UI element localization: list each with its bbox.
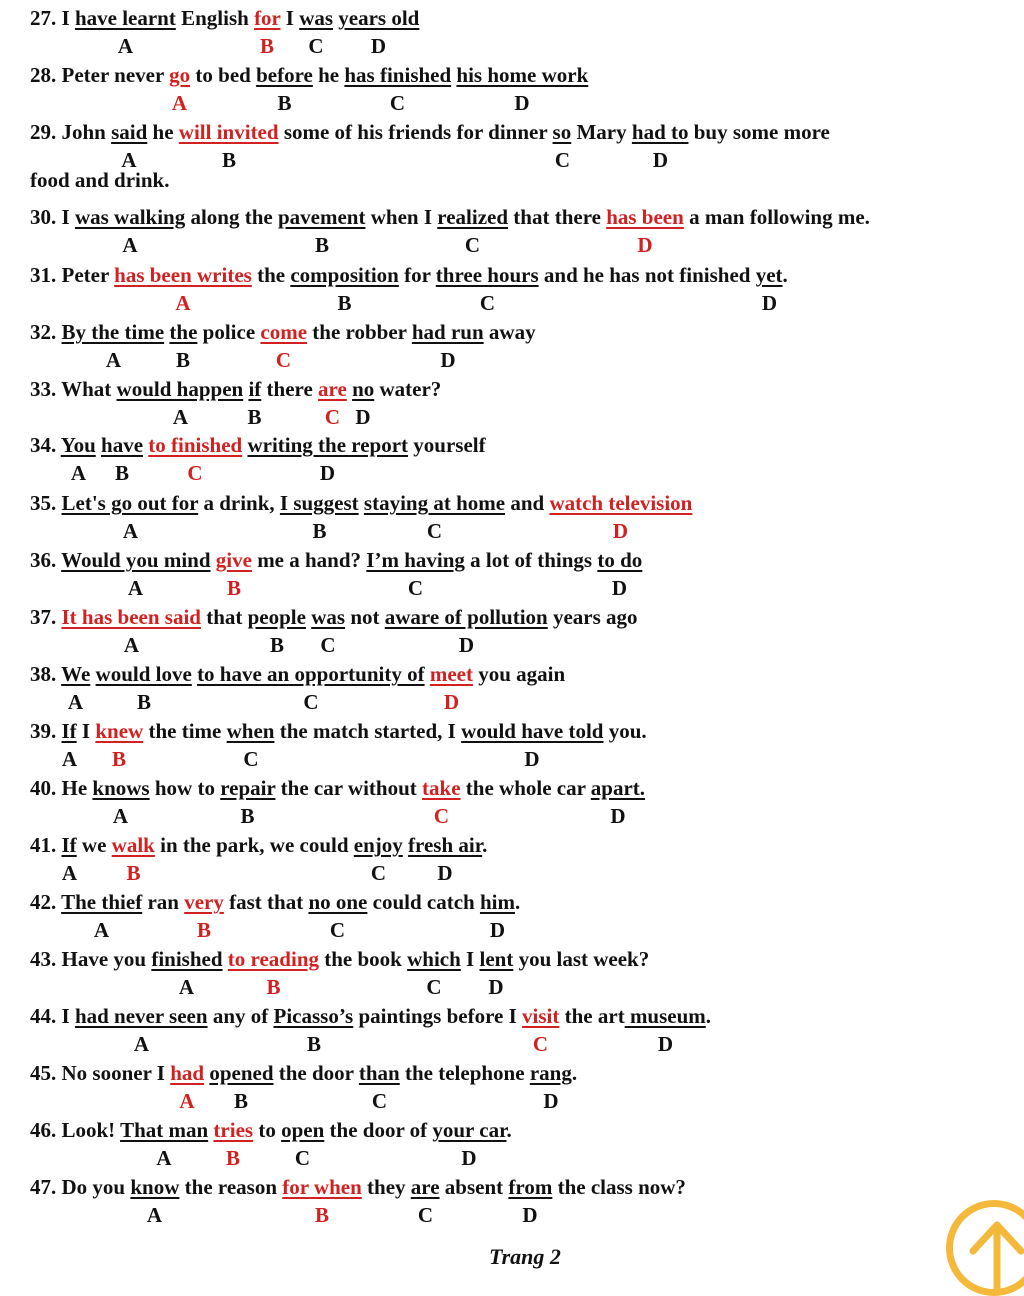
sentence-text: ran [142,890,185,914]
question-sentence [30,662,565,686]
option-label-c: C [308,34,324,58]
sentence-text: the match started, I [274,719,462,743]
option-label-d: D [489,918,506,942]
option-label-d: D [657,1032,674,1056]
option-label-a: A [179,1089,195,1113]
underlined-option: knew [95,719,144,743]
sentence-text: 39. [30,719,62,743]
underlined-option: rang [529,1061,572,1085]
sentence-text: fast that [223,890,309,914]
underlined-option: You [60,433,96,457]
sentence-text: some of his friends for dinner [278,120,553,144]
underlined-option: will invited [178,120,279,144]
sentence-text: the door of [324,1118,433,1142]
underlined-option: are [318,377,347,401]
underlined-option: writing the report [247,433,409,457]
sentence-text: 27. I [30,6,75,30]
underlined-option: Would you mind [61,548,211,572]
underlined-option: take [422,776,461,800]
option-label-d: D [437,861,453,885]
option-label-a: A [122,519,139,543]
option-label-d: D [652,148,669,172]
sentence-text: 43. Have you [30,947,152,971]
option-label-a: A [93,918,110,942]
question-sentence [30,433,486,457]
sentence-text: English [175,6,255,30]
sentence-text: that there [508,205,607,229]
option-label-a: A [156,1146,172,1170]
option-label-a: A [146,1203,163,1227]
underlined-option: had to [631,120,689,144]
underlined-option: to have an opportunity of [197,662,425,686]
sentence-text: 36. [30,548,62,572]
sentence-text: we [76,833,112,857]
sentence-text: 46. Look! [30,1118,121,1142]
option-label-d: D [612,519,629,543]
underlined-option: The thief [61,890,143,914]
underlined-option: no [352,377,375,401]
underlined-option: before [256,63,313,87]
underlined-option: would happen [116,377,244,401]
underlined-option: was [311,605,346,629]
underlined-option: when [226,719,275,743]
underlined-option: apart. [590,776,646,800]
option-label-b: B [240,804,255,828]
option-label-c: C [187,461,203,485]
underlined-option: Picasso’s [273,1004,354,1028]
underlined-option: knows [92,776,150,800]
option-label-c: C [275,348,292,372]
sentence-text: absent [439,1175,509,1199]
sentence-text: . [506,1118,512,1142]
underlined-option: I’m having [366,548,465,572]
option-label-c: C [532,1032,549,1056]
option-label-d: D [543,1089,559,1113]
sentence-text: you last week? [513,947,650,971]
underlined-option: are [410,1175,440,1199]
option-label-a: A [117,34,134,58]
question-sentence [30,120,830,144]
underlined-option: Let's go out for [61,491,199,515]
option-label-a: A [178,975,195,999]
option-label-b: B [196,918,212,942]
underlined-option: had never seen [74,1004,208,1028]
option-label-b: B [266,975,281,999]
underlined-option: pavement [277,205,366,229]
sentence-text: 28. Peter never [30,63,170,87]
underlined-option: realized [437,205,509,229]
option-label-d: D [611,576,628,600]
option-label-b: B [221,148,237,172]
option-label-c: C [407,576,424,600]
option-label-c: C [324,405,341,429]
sentence-text: you. [603,719,647,743]
underlined-option: would have told [461,719,604,743]
sentence-text: I [460,947,480,971]
sentence-text: not [345,605,385,629]
sentence-text: how to [149,776,221,800]
option-label-b: B [226,576,242,600]
underlined-option: was [299,6,334,30]
sentence-text: 34. [30,433,61,457]
option-label-b: B [114,461,130,485]
sentence-text: 31. Peter [30,263,115,287]
sentence-text: the art [559,1004,625,1028]
sentence-text: in the park, we could [154,833,354,857]
underlined-option: have learnt [74,6,176,30]
underlined-option: enjoy [353,833,403,857]
underlined-option: so [552,120,572,144]
sentence-text: any of [207,1004,274,1028]
option-label-b: B [175,348,191,372]
underlined-option: visit [522,1004,560,1028]
option-label-c: C [243,747,259,771]
option-label-d: D [319,461,336,485]
option-label-a: A [172,405,189,429]
sentence-text: and [505,491,550,515]
question-sentence [30,605,638,629]
underlined-option: which [407,947,461,971]
option-label-b: B [126,861,141,885]
question-sentence [30,205,870,229]
sentence-text: . [482,833,488,857]
underlined-option: had run [411,320,484,344]
option-label-c: C [389,91,406,115]
sentence-text: 33. What [30,377,117,401]
option-label-a: A [121,148,137,172]
option-label-b: B [337,291,352,315]
sentence-text: police [197,320,261,344]
sentence-text: . [571,1061,578,1085]
option-label-d: D [488,975,504,999]
underlined-option: to do [597,548,643,572]
sentence-text: 41. [30,833,62,857]
question-sentence [30,548,642,572]
option-label-b: B [111,747,127,771]
option-label-d: D [440,348,456,372]
option-label-d: D [458,633,475,657]
option-label-b: B [225,1146,241,1170]
underlined-option: no one [308,890,368,914]
underlined-option: watch television [549,491,693,515]
option-label-b: B [259,34,275,58]
option-label-a: A [171,91,188,115]
option-label-b: B [314,233,330,257]
underlined-option: That man [120,1118,209,1142]
underlined-option: from [508,1175,553,1199]
sentence-text: there [261,377,319,401]
sentence-text: . [514,890,521,914]
sentence-text: buy some more [688,120,830,144]
sentence-text: the telephone [399,1061,530,1085]
sentence-text: to bed [190,63,257,87]
underlined-option: tries [213,1118,254,1142]
option-label-c: C [464,233,481,257]
option-label-b: B [314,1203,330,1227]
option-label-c: C [320,633,336,657]
sentence-text: for [398,263,436,287]
option-label-d: D [637,233,653,257]
option-label-c: C [426,975,442,999]
underlined-option: for when [282,1175,362,1199]
underlined-option: give [215,548,252,572]
option-label-d: D [443,690,460,714]
sentence-text: I [280,6,300,30]
question-sentence [30,1061,577,1085]
underlined-option: come [260,320,308,344]
sentence-text: 40. He [30,776,93,800]
option-label-a: A [112,804,129,828]
underlined-option: aware of pollution [384,605,548,629]
sentence-text: a man following me. [683,205,870,229]
underlined-option: know [130,1175,180,1199]
sentence-text: you again [472,662,566,686]
question-sentence [30,947,649,971]
question-sentence [30,833,487,857]
underlined-option: to reading [227,947,319,971]
sentence-text: the time [143,719,227,743]
underlined-option: has finished [344,63,452,87]
underlined-option: walk [111,833,155,857]
option-label-a: A [133,1032,150,1056]
option-label-c: C [433,804,450,828]
underlined-option: people [247,605,306,629]
sentence-text: when I [365,205,438,229]
option-label-c: C [370,861,387,885]
sentence-text: 37. [30,605,62,629]
question-sentence [30,6,419,30]
underlined-option: staying at home [363,491,506,515]
underlined-option: very [184,890,224,914]
underlined-option: If [61,833,77,857]
sentence-text: paintings before I [353,1004,523,1028]
question-sentence [30,491,692,515]
sentence-text: to [253,1118,282,1142]
question-sentence [30,890,520,914]
underlined-option: than [358,1061,400,1085]
underlined-option: We [61,662,91,686]
underlined-option: lent [479,947,514,971]
option-label-c: C [303,690,319,714]
sentence-text: could catch [367,890,480,914]
question-sentence [30,1118,512,1142]
underlined-option: finished [151,947,223,971]
option-label-a: A [127,576,144,600]
underlined-option: your car [432,1118,507,1142]
sentence-text: away [483,320,536,344]
underlined-option: his home work [456,63,589,87]
option-label-c: C [417,1203,434,1227]
option-label-a: A [175,291,191,315]
sentence-text: Mary [571,120,632,144]
sentence-text: 32. [30,320,62,344]
sentence-text: a drink, [198,491,280,515]
sentence-text: the whole car [460,776,591,800]
option-label-c: C [329,918,346,942]
underlined-option: opened [209,1061,274,1085]
option-label-b: B [136,690,152,714]
sentence-text: me a hand? [251,548,367,572]
underlined-option: had [170,1061,205,1085]
sentence-text: water? [374,377,442,401]
sentence-text: the book [319,947,408,971]
sentence-text: 42. [30,890,62,914]
sentence-text: yourself [408,433,486,457]
underlined-option: have [101,433,144,457]
underlined-option: said [111,120,148,144]
sentence-text: he [147,120,179,144]
option-label-a: A [105,348,122,372]
underlined-option: years old [338,6,420,30]
sentence-text: a lot of things [464,548,598,572]
sentence-text: 29. John [30,120,112,144]
question-sentence [30,263,788,287]
underlined-option: open [281,1118,325,1142]
sentence-continuation: food and drink. [30,168,170,192]
option-label-d: D [461,1146,477,1170]
option-label-c: C [554,148,571,172]
underlined-option: was walking [74,205,186,229]
option-label-a: A [122,233,138,257]
sentence-text: 47. Do you [30,1175,131,1199]
underlined-option: By the time [61,320,165,344]
underlined-option: has been writes [114,263,252,287]
underlined-option: go [169,63,191,87]
underlined-option: repair [220,776,276,800]
sentence-text: . [705,1004,712,1028]
sentence-text: the robber [307,320,412,344]
option-label-c: C [371,1089,388,1113]
option-label-b: B [269,633,285,657]
underlined-option: yet [755,263,783,287]
question-sentence [30,377,441,401]
underlined-option: I suggest [279,491,359,515]
sentence-text: 44. I [30,1004,75,1028]
question-sentence [30,776,645,800]
underlined-option: would love [95,662,192,686]
option-label-a: A [67,690,84,714]
underlined-option: to finished [148,433,243,457]
sentence-text: the class now? [552,1175,686,1199]
underlined-option: for [254,6,281,30]
option-label-c: C [479,291,496,315]
underlined-option: three hours [435,263,539,287]
question-sentence [30,320,536,344]
option-label-d: D [370,34,387,58]
sentence-text: they [361,1175,411,1199]
option-label-a: A [123,633,140,657]
page-footer: Trang 2 [489,1244,561,1269]
sentence-text: he [312,63,345,87]
underlined-option: fresh air [408,833,483,857]
underlined-option: composition [290,263,399,287]
option-label-a: A [70,461,87,485]
sentence-text: and he has not finished [538,263,756,287]
question-sentence [30,1004,711,1028]
option-label-b: B [312,519,327,543]
sentence-text: along the [185,205,278,229]
option-label-d: D [514,91,530,115]
sentence-text: the reason [179,1175,283,1199]
underlined-option: If [61,719,77,743]
option-label-a: A [61,861,78,885]
option-label-d: D [761,291,778,315]
option-label-a: A [61,747,78,771]
sentence-text: . [782,263,788,287]
sentence-text: the door [273,1061,359,1085]
option-label-d: D [524,747,540,771]
underlined-option: meet [429,662,473,686]
underlined-option: him [479,890,515,914]
question-sentence [30,63,588,87]
option-label-c: C [294,1146,311,1170]
underlined-option: museum [624,1004,706,1028]
sentence-text: 45. No sooner I [30,1061,171,1085]
option-label-c: C [426,519,443,543]
sentence-text: 30. I [30,205,75,229]
option-label-b: B [277,91,292,115]
underlined-option: if [248,377,262,401]
arrow-up-icon [967,1219,1024,1289]
option-label-d: D [355,405,371,429]
sentence-text: 35. [30,491,62,515]
option-label-d: D [522,1203,538,1227]
sentence-text: the [251,263,291,287]
question-sentence [30,1175,686,1199]
underlined-option: the [169,320,198,344]
underlined-option: has been [606,205,684,229]
option-label-b: B [247,405,262,429]
question-sentence [30,719,647,743]
sentence-text: years ago [547,605,638,629]
option-label-d: D [610,804,626,828]
sentence-text: I [76,719,96,743]
sentence-text: 38. [30,662,62,686]
sentence-text: that [200,605,248,629]
option-label-b: B [306,1032,322,1056]
underlined-option: It has been said [61,605,201,629]
sentence-text: the car without [275,776,423,800]
option-label-b: B [233,1089,249,1113]
